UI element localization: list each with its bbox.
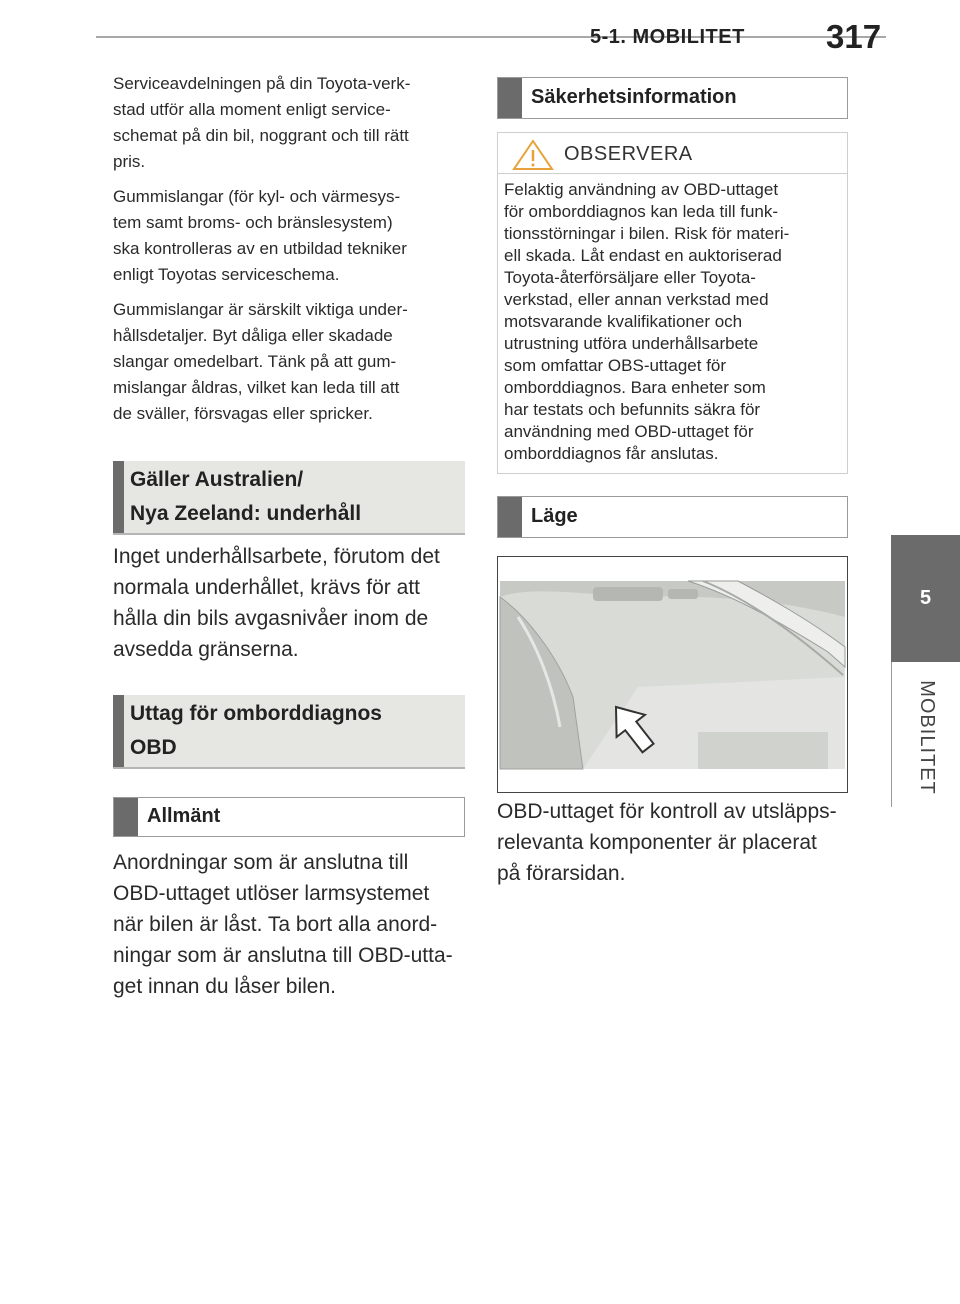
subheading-general-box <box>113 797 465 837</box>
section-title: 5-1. MOBILITET <box>590 26 745 48</box>
header-rule <box>96 36 886 38</box>
heading-australia: Gäller Australien/ Nya Zeeland: underhåll <box>130 468 362 525</box>
heading-australia-box <box>113 461 465 535</box>
heading-obd-box <box>113 695 465 769</box>
caption-obd-location: OBD-uttaget för kontroll av utsläpps- relevanta komponenter är placerat på förarsidan. <box>497 800 837 885</box>
paragraph-hoses: Gummislangar (för kyl- och värmesys- tem samt broms- och bränslesystem) ska kontrolleras av en utbildad tekniker enligt Toyotas serviceschema. <box>113 187 407 284</box>
chapter-label <box>914 672 938 802</box>
subheading-safety-box <box>497 77 848 119</box>
subheading-accent-bar <box>114 798 138 836</box>
tab-divider <box>891 662 892 807</box>
warning-text: Felaktig användning av OBD-uttaget för omborddiagnos kan leda till funk- tionsstörningar i bilen. Risk för materi- ell skada. Låt endast en auktoriserad Toyota-återförsäljare eller Toyota- verkstad, eller annan verkstad med motsvarande kvalifikationer och utrustning utföra underhållsarbete som omfattar OBS-uttaget för omborddiagnos. Bara enheter som har testats och befunnits säkra för användning med OBD-uttaget för omborddiagnos får anslutas. <box>504 180 790 463</box>
warning-box <box>497 132 848 474</box>
heading-obd: Uttag för omborddiagnos OBD <box>130 702 382 759</box>
subheading-safety: Säkerhetsinformation <box>531 86 737 108</box>
paragraph-hoses-aging: Gummislangar är särskilt viktiga under- hållsdetaljer. Byt dåliga eller skadade slangar omedelbart. Tänk på att gum- mislangar åldras, vilket kan leda till att de sväller, försvagas eller spricker. <box>113 300 408 423</box>
subheading-location: Läge <box>531 505 578 527</box>
chapter-label-text: MOBILITET <box>915 679 938 795</box>
paragraph-general: Anordningar som är anslutna till OBD-uttaget utlöser larmsystemet när bilen är låst. Ta bort alla anord- ningar som är anslutna till OBD-utta- get innan du låser bilen. <box>113 851 453 998</box>
page-number: 317 <box>826 18 882 55</box>
paragraph-service: Serviceavdelningen på din Toyota-verk- stad utför alla moment enligt service- schemat på din bil, noggrant och till rätt pris. <box>113 74 411 171</box>
subheading-accent-bar <box>498 497 522 537</box>
car-interior-illustration <box>498 557 847 792</box>
heading-accent-bar <box>113 461 124 533</box>
subheading-location-box <box>497 496 848 538</box>
obd-location-image <box>497 556 848 793</box>
warning-title: OBSERVERA <box>564 143 693 165</box>
paragraph-australia: Inget underhållsarbete, förutom det normala underhållet, krävs för att hålla din bils avgasnivåer inom de avsedda gränserna. <box>113 545 440 661</box>
warning-header <box>498 133 847 174</box>
chapter-tab[interactable]: 5 <box>891 535 960 662</box>
warning-triangle-icon <box>512 139 554 171</box>
subheading-general: Allmänt <box>147 805 221 827</box>
subheading-accent-bar <box>498 78 522 118</box>
heading-accent-bar <box>113 695 124 767</box>
